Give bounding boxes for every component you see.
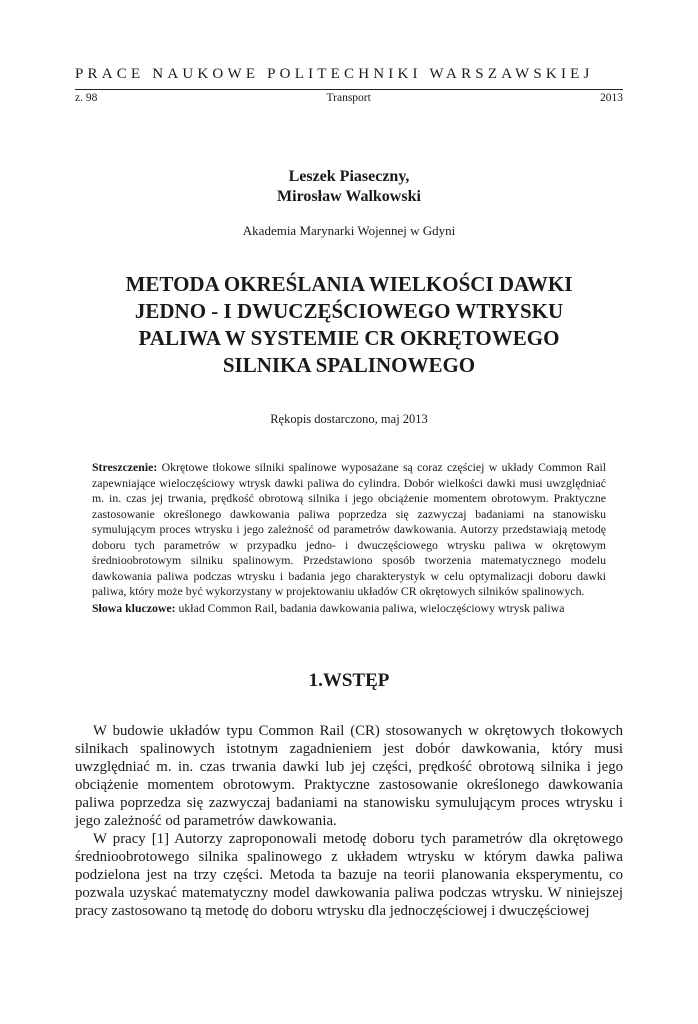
paragraph-1: W budowie układów typu Common Rail (CR) stosowanych w okrętowych tłokowych silnikach spalinowych istotnym zagadnieniem jest dobór dawkowania, który musi uwzględniać m. in. czas trwania dawki lub jej części, prędkość obrotową silnika i jego obciążenie momentem obrotowym. Praktyczne zastosowanie określonego dawkowania paliwa poprzedza się zazwyczaj badaniami na stanowisku symulującym proces wtrysku i jego zależność od parametrów dawkowania. (75, 723, 623, 829)
title-line-2: JEDNO - I DWUCZĘŚCIOWEGO WTRYSKU (134, 299, 564, 323)
title-line-3: PALIWA W SYSTEMIE CR OKRĘTOWEGO (138, 326, 560, 350)
keywords-label: Słowa kluczowe: (92, 601, 176, 615)
title-line-1: METODA OKREŚLANIA WIELKOŚCI DAWKI (125, 272, 573, 296)
author-1: Leszek Piaseczny, (288, 168, 410, 185)
series-name: Transport (326, 92, 371, 104)
publication-year: 2013 (599, 92, 623, 104)
paper-title (75, 271, 623, 379)
affiliation: Akademia Marynarki Wojennej w Gdyni (242, 223, 456, 238)
authors (75, 167, 623, 207)
section-heading: 1.WSTĘP (308, 670, 390, 691)
paragraph-2: W pracy [1] Autorzy zaproponowali metodę doboru tych parametrów dla okrętowego średnioobrotowego silnika spalinowego z układem wtrysku w którym dawka paliwa podzielona jest na trzy części. Metoda ta bazuje na teorii planowania eksperymentu, co pozwala uzyskać matematyczny model dawkowania paliwa podczas wtrysku. W niniejszej pracy zastosowano tą metodę do doboru wtrysku dla jednoczęściowej i dwuczęściowej (75, 831, 623, 919)
abstract (92, 460, 606, 600)
header-rule (75, 89, 623, 90)
abstract-label: Streszczenie: (92, 460, 158, 474)
journal-name: PRACE NAUKOWE POLITECHNIKI WARSZAWSKIEJ (75, 66, 594, 82)
journal-meta (75, 92, 623, 104)
body-text (75, 722, 623, 920)
keywords-text: układ Common Rail, badania dawkowania paliwa, wieloczęściowy wtrysk paliwa (175, 601, 565, 615)
author-2: Mirosław Walkowski (277, 188, 421, 205)
keywords (92, 601, 606, 617)
received-date: Rękopis dostarczono, maj 2013 (270, 412, 428, 426)
volume-number: z. 98 (75, 92, 98, 104)
abstract-text: Okrętowe tłokowe silniki spalinowe wyposażane są coraz częściej w układy Common Rail zapewniające wieloczęściowy wtrysk dawki paliwa do cylindra. Dobór wielkości dawki musi uwzględniać m. in. czas jej trwania, prędkość obrotową silnika i jego obciążenie momentem obrotowym. Praktyczne zastosowanie określonego dawkowania paliwa poprzedza się zazwyczaj badaniami na stanowisku symulującym proces wtrysku i jego zależność od parametrów dawkowania. Autorzy przedstawiają metodę doboru tych parametrów w przypadku jedno- i dwuczęściowego wtrysku paliwa w okrętowym średnioobrotowym silniku spalinowym. Przedstawiono sposób tworzenia matematycznego modelu dawkowania paliwa podczas wtrysku i badania jego charakterystyk w celu optymalizacji doboru dawki paliwa, który może być wykorzystany w projektowaniu układów CR okrętowych silników spalinowych. (92, 460, 606, 598)
title-line-4: SILNIKA SPALINOWEGO (222, 353, 476, 377)
